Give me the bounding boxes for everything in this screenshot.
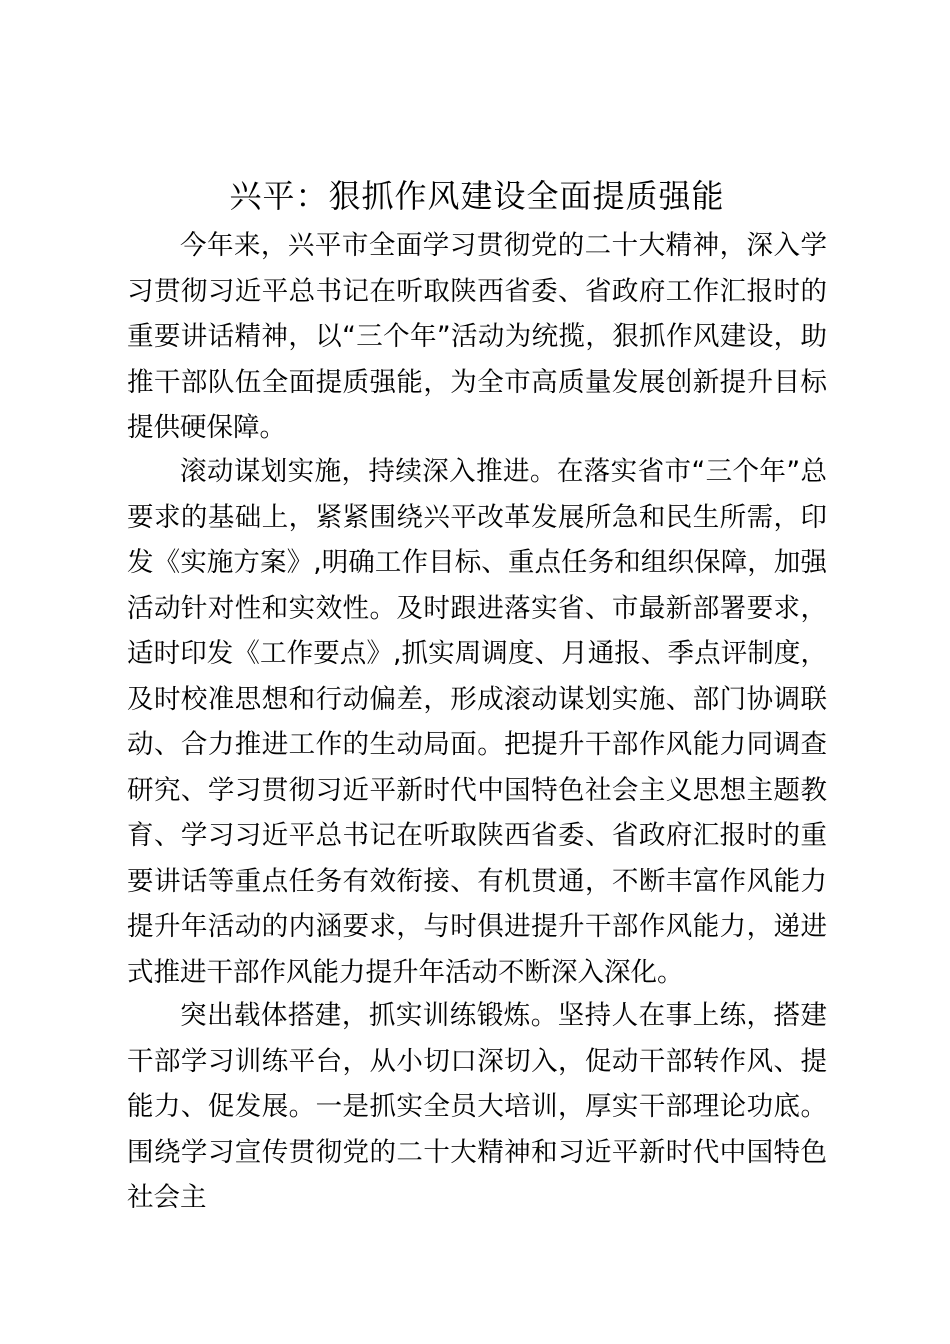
paragraph-training: 突出载体搭建，抓实训练锻炼。坚持人在事上练，搭建干部学习训练平台，从小切口深切入，促动干部转作风、提能力、促发展。一是抓实全员大培训，厚实干部理论功底。围绕学习宣传贯彻党的二十大精神和习近平新时代中国特色社会主 [127,1000,827,1213]
paragraph-intro: 今年来，兴平市全面学习贯彻党的二十大精神，深入学习贯彻习近平总书记在听取陕西省委、省政府工作汇报时的重要讲话精神，以“三个年”活动为统揽，狠抓作风建设，助推干部队伍全面提质强能，为全市高质量发展创新提升目标提供硬保障。 [127,230,827,443]
page-title: 兴平：狠抓作风建设全面提质强能 [229,177,725,215]
paragraph-planning: 滚动谋划实施，持续深入推进。在落实省市“三个年”总要求的基础上，紧紧围绕兴平改革发展所急和民生所需，印发《实施方案》,明确工作目标、重点任务和组织保障，加强活动针对性和实效性。及时跟进落实省、市最新部署要求，适时印发《工作要点》,抓实周调度、月通报、季点评制度，及时校准思想和行动偏差，形成滚动谋划实施、部门协调联动、合力推进工作的生动局面。把提升干部作风能力同调查研究、学习贯彻习近平新时代中国特色社会主义思想主题教育、学习习近平总书记在听取陕西省委、省政府汇报时的重要讲话等重点任务有效衔接、有机贯通，不断丰富作风能力提升年活动的内涵要求，与时俱进提升干部作风能力，递进式推进干部作风能力提升年活动不断深入深化。 [127,456,827,988]
